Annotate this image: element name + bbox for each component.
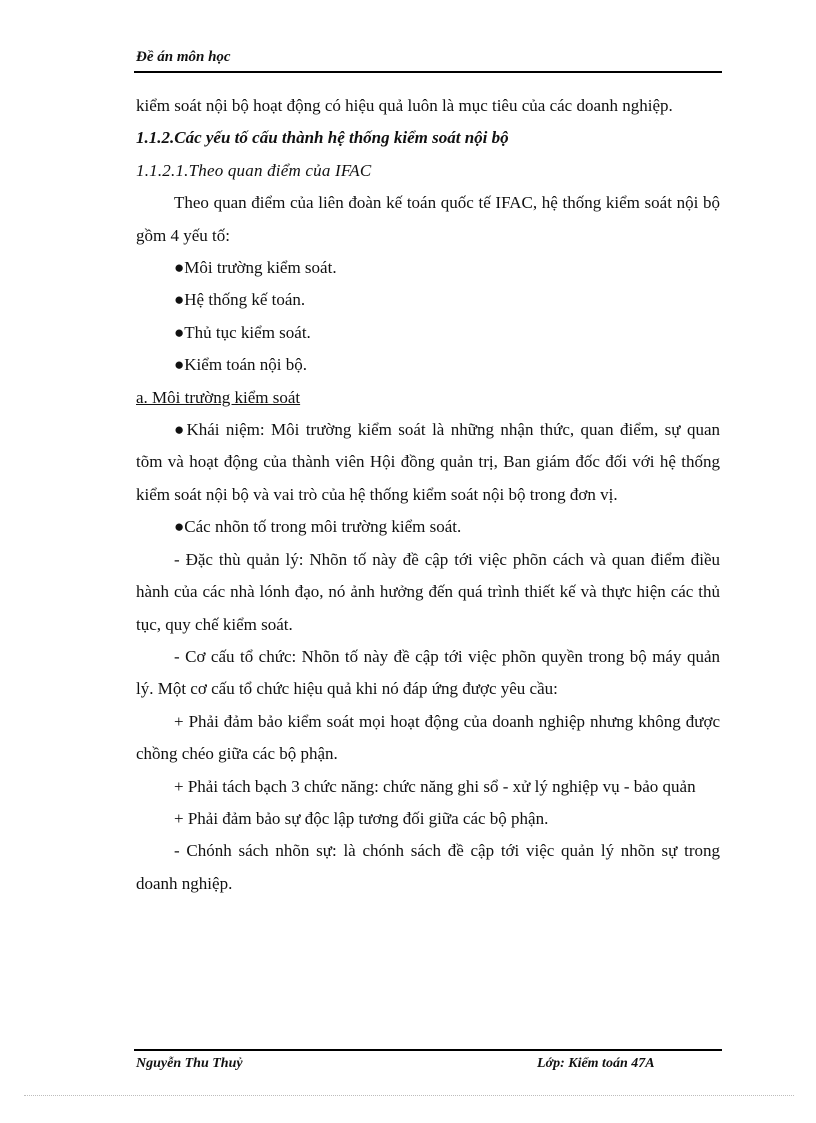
paragraph: - Cơ cấu tổ chức: Nhõn tố này đề cập tới việc phõn quyền trong bộ máy quản lý. Một cơ cấu tổ chức hiệu quả khi nó đáp ứng được yêu cầu: [136,646,720,699]
paragraph: + Phải tách bạch 3 chức năng: chức năng ghi sổ - xử lý nghiệp vụ - bảo quản [174,776,696,796]
paragraph: + Phải đảm bảo sự độc lập tương đối giữa các bộ phận. [174,808,549,828]
subheading-a: a. Môi trường kiểm soát [136,387,301,407]
paragraph: - Chónh sách nhõn sự: là chónh sách đề cập tới việc quản lý nhõn sự trong doanh nghiệp. [136,841,720,893]
paragraph: - Đặc thù quản lý: Nhõn tố này đề cập tới việc phõn cách và quan điểm điều hành của các nhà lónh đạo, nó ảnh hưởng đến quá trình thiết kế và thực hiện các thủ tục, quy chế kiểm soát. [136,549,720,634]
section-heading: 1.1.2.Các yếu tố cấu thành hệ thống kiểm soát nội bộ [136,128,509,148]
list-item: ●Kiểm toán nội bộ. [174,355,308,375]
list-item: ●Thủ tục kiểm soát. [174,322,311,342]
paragraph: ●Các nhõn tố trong môi trường kiểm soát. [174,517,462,537]
footer-class: Lớp: Kiểm toán 47A [537,1056,655,1071]
page-break-divider [24,1095,794,1096]
footer-author: Nguyễn Thu Thuỷ [136,1056,243,1071]
list-item: ●Hệ thống kế toán. [174,290,306,310]
header-title: Đề án môn học [136,49,231,65]
footer-rule [134,1049,722,1051]
paragraph: + Phải đảm bảo kiểm soát mọi hoạt động của doanh nghiệp nhưng không được chồng chéo giữa các bộ phận. [136,711,720,764]
list-item: ●Môi trường kiểm soát. [174,258,337,278]
paragraph: kiểm soát nội bộ hoạt động có hiệu quả luôn là mục tiêu của các doanh nghiệp. [136,96,673,115]
paragraph: Theo quan điểm của liên đoàn kế toán quốc tế IFAC, hệ thống kiểm soát nội bộ gồm 4 yếu tố: [136,193,720,245]
document-body [136,90,720,900]
page-header [134,49,722,73]
subsection-heading: 1.1.2.1.Theo quan điểm của IFAC [136,160,372,180]
paragraph: ●Khái niệm: Môi trường kiểm soát là những nhận thức, quan điểm, sự quan tõm và hoạt động của thành viên Hội đồng quản trị, Ban giám đốc đối với hệ thống kiểm soát nội bộ và vai trò của hệ thống kiểm soát nội bộ trong đơn vị. [136,420,720,504]
